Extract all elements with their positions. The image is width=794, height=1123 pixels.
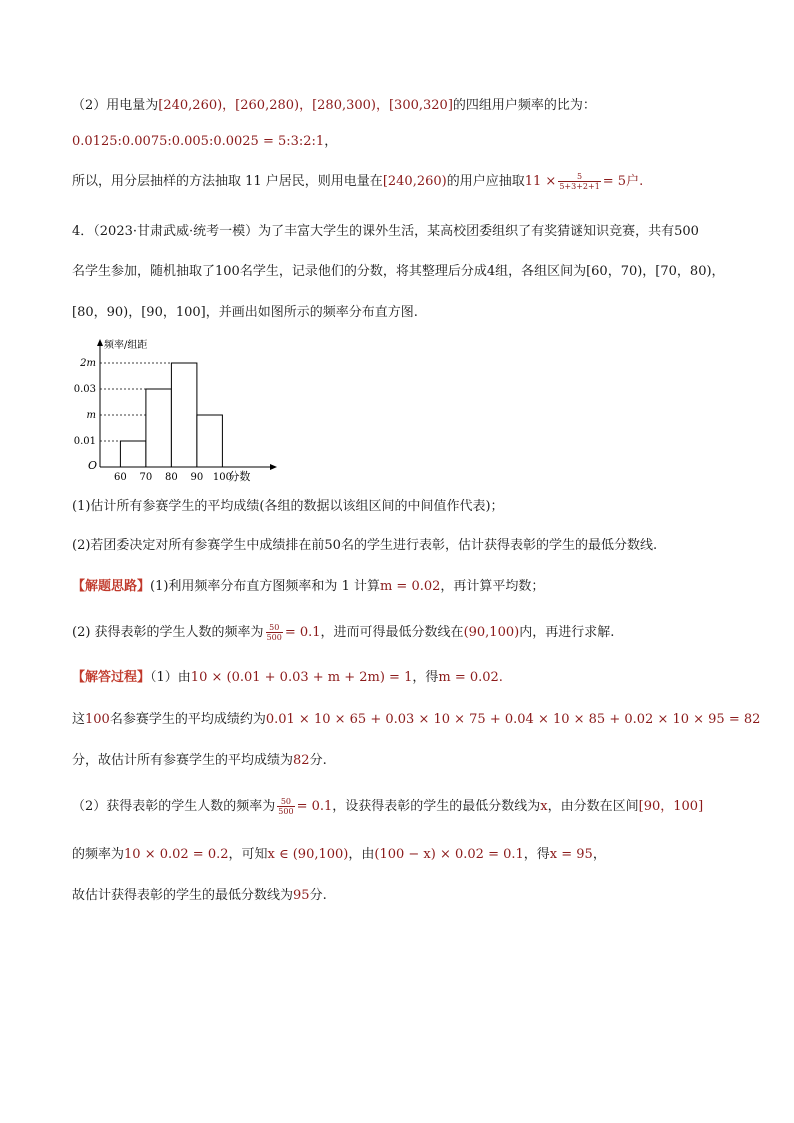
x-tick-label: 90 [190, 472, 204, 483]
fraction: $\frac{5}{5+3+2+1}$ [559, 172, 600, 191]
y-axis-label: 频率/组距 [104, 340, 148, 351]
subquestion-2: (2)若团委决定对所有参赛学生中成绩排在前50名的学生进行表彰，估计获得表彰的学生的最低分数线. [72, 538, 658, 553]
solution-idea-2: (2) 获得表彰的学生人数的频率为 $\frac{50}{500}$ = 0.1，进而可得最低分数线在(90,100)内，再进行求解. [72, 623, 615, 642]
ratio-line: 0.0125:0.0075:0.005:0.0025 = 5:3:2:1， [72, 134, 338, 149]
solution-step-5: 的频率为10 × 0.02 = 0.2，可知x ∈ (90,100)，由(100 − x) × 0.02 = 0.1，得x = 95， [72, 847, 606, 862]
x-axis-arrow [270, 464, 277, 470]
y-tick-label: m [86, 410, 96, 421]
solution-label: 【解答过程】 [72, 670, 151, 685]
x-axis-label: 分数 [228, 470, 251, 483]
sampling-line: 所以，用分层抽样的方法抽取 11 户居民，则用电量在[240,260)的用户应抽取11 × $\frac{5}{5+3+2+1}$ = 5户. [72, 172, 644, 191]
histogram-bar [120, 441, 145, 467]
x-tick-label: 80 [165, 472, 178, 483]
y-tick-label: 0.01 [73, 436, 96, 447]
solution-step-2: 这100名参赛学生的平均成绩约为0.01 × 10 × 65 + 0.03 × 10 × 75 + 0.04 × 10 × 85 + 0.02 × 10 × 95 = 82 [72, 712, 761, 727]
x-tick-label: 60 [114, 472, 127, 483]
solution-idea-1: 【解题思路】(1)利用频率分布直方图频率和为 1 计算m = 0.02，再计算平均数； [72, 579, 545, 594]
histogram-bar [171, 363, 197, 467]
x-tick-label: 100 [212, 472, 232, 483]
histogram-bar [146, 389, 172, 467]
x-tick-label: 70 [139, 472, 153, 483]
y-tick-label: 2m [80, 358, 96, 369]
origin-label: O [88, 459, 98, 472]
y-axis-arrow [97, 339, 103, 346]
question4-line2: 名学生参加，随机抽取了100名学生，记录他们的分数，将其整理后分成4组，各组区间为[60，70)，[70，80)， [72, 264, 725, 279]
fraction: $\frac{50}{500}$ [278, 797, 294, 816]
solution-step-1: 【解答过程】（1）由10 × (0.01 + 0.03 + m + 2m) = 1，得m = 0.02. [72, 670, 503, 685]
histogram-bar [197, 415, 223, 467]
solution-step-4: （2）获得表彰的学生人数的频率为 $\frac{50}{500}$ = 0.1，设获得表彰的学生的最低分数线为x，由分数在区间[90，100] [72, 797, 704, 816]
frequency-histogram [72, 336, 282, 484]
solution-step-6: 故估计获得表彰的学生的最低分数线为95分. [72, 888, 327, 903]
solution-step-3: 分，故估计所有参赛学生的平均成绩为82分. [72, 753, 327, 768]
line-part2-intro: （2）用电量为[240,260)，[260,280)，[280,300)，[300,320]的四组用户频率的比为： [72, 98, 596, 113]
fraction: $\frac{50}{500}$ [266, 623, 282, 642]
idea-label: 【解题思路】 [72, 579, 151, 594]
question4-line3: [80，90)，[90，100]，并画出如图所示的频率分布直方图. [72, 305, 418, 320]
y-tick-label: 0.03 [73, 384, 96, 395]
question4-line1: 4．（2023·甘肃武威·统考一模）为了丰富大学生的课外生活，某高校团委组织了有奖猜谜知识竞赛，共有500 [72, 224, 699, 239]
subquestion-1: (1)估计所有参赛学生的平均成绩(各组的数据以该组区间的中间值作代表)； [72, 499, 504, 514]
